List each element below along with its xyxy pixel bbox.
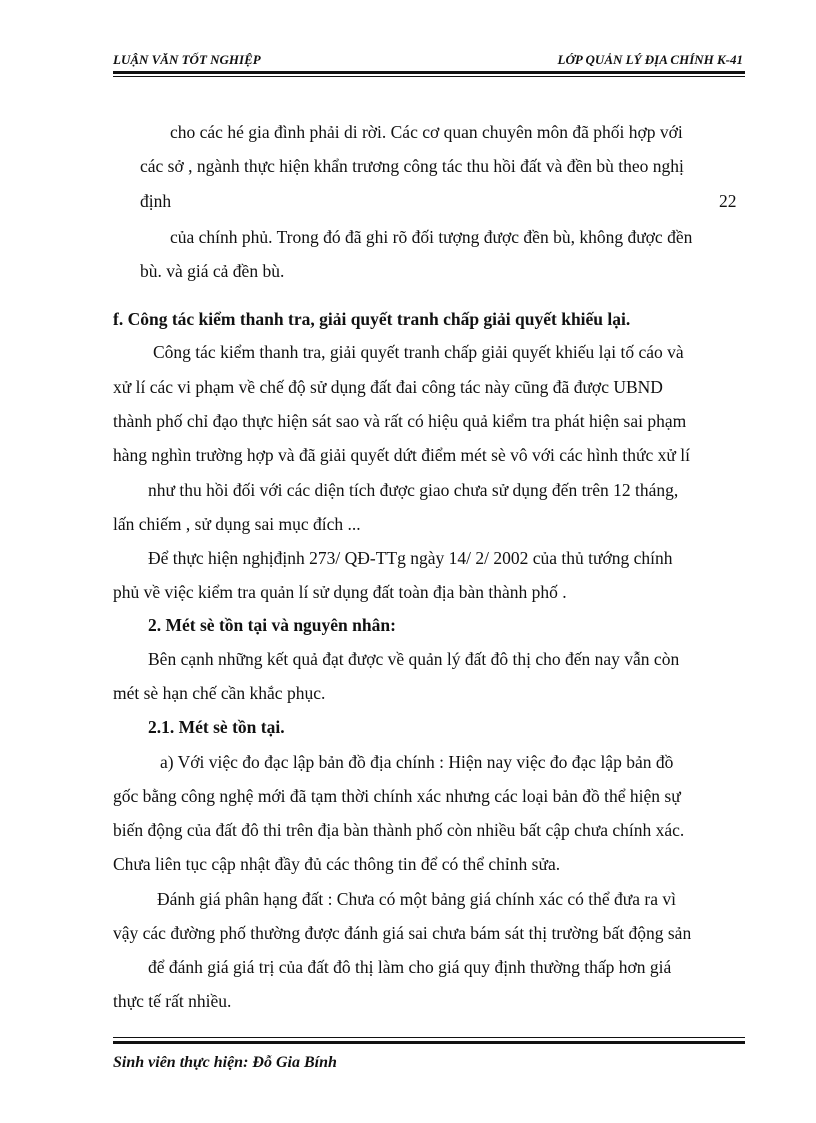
body-line: để đánh giá giá trị của đất đô thị làm cho giá quy định thường thấp hơn giá <box>148 957 672 977</box>
body-line: Bên cạnh những kết quả đạt được về quản lý đất đô thị cho đến nay vẫn còn <box>148 649 680 669</box>
body-line: 22 <box>719 191 737 211</box>
body-line: thành phố chỉ đạo thực hiện sát sao và rất có hiệu quả kiểm tra phát hiện sai phạm <box>113 411 687 431</box>
page-header <box>113 52 743 72</box>
body-line: thực tế rất nhiều. <box>113 991 232 1011</box>
body-line: mét sè hạn chế cần khắc phục. <box>113 683 326 703</box>
body-line: bù. và giá cả đền bù. <box>140 261 285 281</box>
body-line: Công tác kiểm thanh tra, giải quyết tranh chấp giải quyết khiếu lại tố cáo và <box>153 342 684 362</box>
body-line: gốc bằng công nghệ mới đã tạm thời chính xác nhưng các loại bản đồ thể hiện sự <box>113 786 681 806</box>
body-line: hàng nghìn trường hợp và đã giải quyết dứt điểm mét sè vô với các hình thức xử lí <box>113 445 690 465</box>
footer-rule-thick <box>113 1041 745 1044</box>
body-line: biến động của đất đô thi trên địa bàn thành phố còn nhiều bất cập chưa chính xác. <box>113 820 685 840</box>
body-line: của chính phủ. Trong đó đã ghi rõ đối tượng được đền bù, không được đền <box>170 227 693 247</box>
section-heading: 2. Mét sè tồn tại và nguyên nhân: <box>148 615 396 635</box>
footer-rule-thin <box>113 1037 745 1038</box>
header-rule-thin <box>113 76 745 77</box>
body-line: cho các hé gia đình phải di rời. Các cơ quan chuyên môn đã phối hợp với <box>170 122 683 142</box>
body-line: Đánh giá phân hạng đất : Chưa có một bảng giá chính xác có thể đưa ra vì <box>157 889 677 909</box>
body-line: định <box>140 191 172 211</box>
body-line: Chưa liên tục cập nhật đầy đủ các thông tin để có thể chỉnh sửa. <box>113 854 561 874</box>
body-line: vậy các đường phố thường được đánh giá sai chưa bám sát thị trường bất động sản <box>113 923 692 943</box>
header-rule-thick <box>113 71 745 74</box>
header-right-title: LỚP QUẢN LÝ ĐỊA CHÍNH K-41 <box>557 52 743 67</box>
body-line: Để thực hiện nghịđịnh 273/ QĐ-TTg ngày 14/ 2/ 2002 của thủ tướng chính <box>148 548 673 568</box>
body-line: như thu hồi đối với các diện tích được giao chưa sử dụng đến trên 12 tháng, <box>148 480 679 500</box>
body-line: lấn chiếm , sử dụng sai mục đích ... <box>113 514 361 534</box>
body-line: các sở , ngành thực hiện khẩn trương công tác thu hồi đất và đền bù theo nghị <box>140 156 684 176</box>
section-heading: 2.1. Mét sè tồn tại. <box>148 717 285 737</box>
section-heading: f. Công tác kiểm thanh tra, giải quyết tranh chấp giải quyết khiếu lại. <box>113 309 631 329</box>
header-left-title: LUẬN VĂN TỐT NGHIỆP <box>113 52 261 67</box>
body-line: xử lí các vi phạm về chế độ sử dụng đất đai công tác này cũng đã được UBND <box>113 377 663 397</box>
page-footer: Sinh viên thực hiện: Đỗ Gia Bính <box>113 1054 337 1071</box>
body-line: phủ về việc kiểm tra quản lí sử dụng đất toàn địa bàn thành phố . <box>113 582 567 602</box>
body-line: a) Với việc đo đạc lập bản đồ địa chính : Hiện nay việc đo đạc lập bản đồ <box>160 752 674 772</box>
